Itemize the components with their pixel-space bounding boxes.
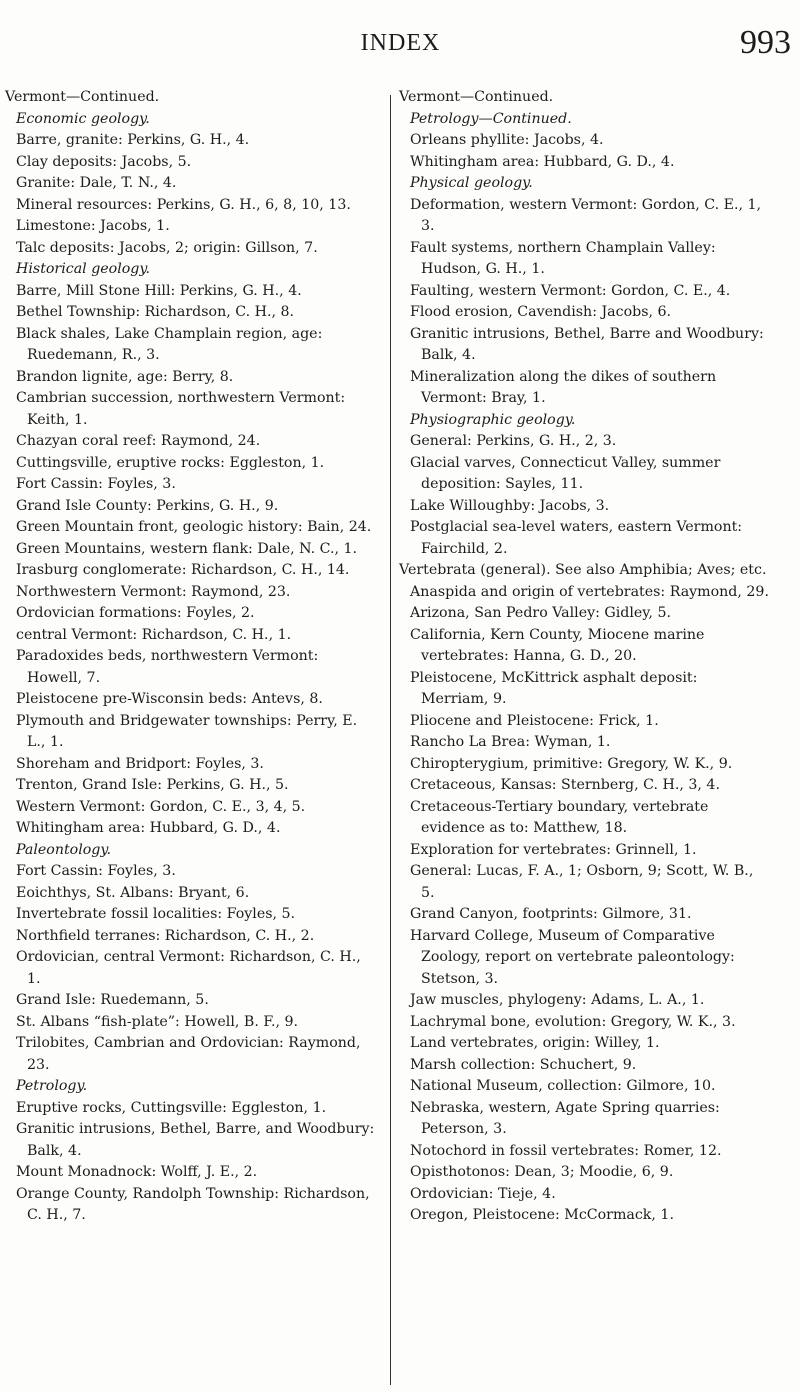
index-entry: Jaw muscles, phylogeny: Adams, L. A., 1.: [410, 992, 705, 1008]
index-entry: Anaspida and origin of vertebrates: Raymond, 29.: [410, 583, 769, 600]
index-entry: Mineralization along the dikes of southern Vermont: Bray, 1.: [410, 368, 717, 406]
index-entry: Granitic intrusions, Bethel, Barre, and Woodbury: Balk, 4.: [16, 1121, 375, 1159]
index-entry: Cuttingsville, eruptive rocks: Eggleston, 1.: [16, 454, 325, 471]
index-entry: Notochord in fossil vertebrates: Romer, 12.: [410, 1142, 722, 1159]
index-subheading: Paleontology.: [16, 841, 112, 858]
index-entry: Opisthotonos: Dean, 3; Moodie, 6, 9.: [410, 1164, 674, 1180]
index-entry: Grand Canyon, footprints: Gilmore, 31.: [410, 906, 692, 922]
index-entry: Whitingham area: Hubbard, G. D., 4.: [410, 153, 675, 170]
index-entry: Land vertebrates, origin: Willey, 1.: [410, 1035, 660, 1051]
index-entry: California, Kern County, Miocene marine vertebrates: Hanna, G. D., 20.: [410, 626, 705, 664]
index-entry: Ordovician, central Vermont: Richardson, C. H., 1.: [16, 949, 361, 987]
index-entry: Grand Isle: Ruedemann, 5.: [16, 992, 209, 1008]
index-entry: Chazyan coral reef: Raymond, 24.: [16, 433, 261, 449]
index-entry: Green Mountain front, geologic history: Bain, 24.: [16, 519, 372, 535]
index-heading: Vermont—Continued.: [5, 89, 160, 105]
index-entry: Trenton, Grand Isle: Perkins, G. H., 5.: [16, 777, 289, 793]
index-entry: General: Lucas, F. A., 1; Osborn, 9; Scott, W. B., 5.: [410, 863, 754, 901]
index-entry: Bethel Township: Richardson, C. H., 8.: [16, 304, 295, 320]
index-entry: Barre, Mill Stone Hill: Perkins, G. H., 4.: [16, 282, 302, 299]
index-entry: Postglacial sea-level waters, eastern Vermont: Fairchild, 2.: [410, 519, 743, 557]
index-entry: Arizona, San Pedro Valley: Gidley, 5.: [410, 605, 671, 621]
index-entry: Pliocene and Pleistocene: Frick, 1.: [410, 712, 659, 729]
index-entry: Green Mountains, western flank: Dale, N. C., 1.: [16, 540, 358, 557]
index-entry: Faulting, western Vermont: Gordon, C. E., 4.: [410, 282, 731, 299]
index-entry: Pleistocene pre-Wisconsin beds: Antevs, 8.: [16, 691, 323, 707]
index-entry: Shoreham and Bridport: Foyles, 3.: [16, 755, 264, 772]
index-entry: Pleistocene, McKittrick asphalt deposit: Merriam, 9.: [410, 669, 698, 707]
index-entry: Fort Cassin: Foyles, 3.: [16, 863, 176, 879]
index-entry: Paradoxides beds, northwestern Vermont: Howell, 7.: [16, 648, 319, 686]
index-entry: Lachrymal bone, evolution: Gregory, W. K., 3.: [410, 1013, 736, 1030]
index-entry: Harvard College, Museum of Comparative Zoology, report on vertebrate paleontology: Stetson, 3.: [410, 927, 735, 987]
running-head: INDEX: [360, 30, 441, 56]
index-entry: Exploration for vertebrates: Grinnell, 1.: [410, 841, 697, 858]
index-entry: Glacial varves, Connecticut Valley, summer deposition: Sayles, 11.: [410, 454, 721, 492]
index-entry: Western Vermont: Gordon, C. E., 3, 4, 5.: [16, 798, 306, 815]
index-entry: Granitic intrusions, Bethel, Barre and Woodbury: Balk, 4.: [410, 325, 764, 363]
index-entry: Fault systems, northern Champlain Valley: Hudson, G. H., 1.: [410, 239, 716, 277]
index-entry: Barre, granite: Perkins, G. H., 4.: [16, 132, 250, 148]
index-entry: St. Albans “fish-plate”: Howell, B. F., 9.: [16, 1013, 299, 1030]
left-index-column: [5, 87, 375, 1227]
index-subheading: Historical geology.: [16, 261, 151, 277]
index-entry: Trilobites, Cambrian and Ordovician: Raymond, 23.: [16, 1035, 361, 1073]
index-entry: Whitingham area: Hubbard, G. D., 4.: [16, 820, 281, 836]
index-entry: Eoichthys, St. Albans: Bryant, 6.: [16, 884, 250, 901]
index-entry: Cretaceous, Kansas: Sternberg, C. H., 3, 4.: [410, 777, 720, 793]
index-entry: Nebraska, western, Agate Spring quarries: Peterson, 3.: [410, 1099, 720, 1137]
index-entry: Rancho La Brea: Wyman, 1.: [410, 734, 611, 750]
index-entry: Orange County, Randolph Township: Richardson, C. H., 7.: [16, 1185, 370, 1223]
index-entry: Invertebrate fossil localities: Foyles, 5.: [16, 906, 296, 922]
index-entry: Brandon lignite, age: Berry, 8.: [16, 368, 234, 385]
index-entry: Orleans phyllite: Jacobs, 4.: [410, 132, 604, 148]
index-entry: Talc deposits: Jacobs, 2; origin: Gillson, 7.: [16, 239, 318, 256]
index-entry: General: Perkins, G. H., 2, 3.: [410, 433, 617, 449]
index-entry: Clay deposits: Jacobs, 5.: [16, 153, 192, 170]
index-entry: Cretaceous-Tertiary boundary, vertebrate evidence as to: Matthew, 18.: [410, 798, 709, 836]
index-entry: Marsh collection: Schuchert, 9.: [410, 1056, 637, 1073]
index-entry: Irasburg conglomerate: Richardson, C. H., 14.: [16, 562, 350, 578]
index-entry: central Vermont: Richardson, C. H., 1.: [16, 626, 292, 643]
page-header: [0, 24, 801, 68]
index-entry: Grand Isle County: Perkins, G. H., 9.: [16, 497, 279, 514]
index-heading: Vertebrata (general). See also Amphibia; Aves; etc.: [399, 562, 767, 578]
index-entry: Eruptive rocks, Cuttingsville: Eggleston, 1.: [16, 1099, 327, 1116]
index-entry: Chiropterygium, primitive: Gregory, W. K., 9.: [410, 755, 733, 772]
index-subheading: Petrology—Continued.: [410, 110, 572, 127]
index-entry: Granite: Dale, T. N., 4.: [16, 175, 177, 191]
index-entry: National Museum, collection: Gilmore, 10.: [410, 1078, 716, 1094]
index-subheading: Economic geology.: [16, 110, 150, 127]
index-entry: Deformation, western Vermont: Gordon, C. E., 1, 3.: [410, 196, 762, 234]
index-entry: Lake Willoughby: Jacobs, 3.: [410, 497, 610, 514]
index-entry: Mineral resources: Perkins, G. H., 6, 8, 10, 13.: [16, 196, 351, 213]
index-entry: Plymouth and Bridgewater townships: Perry, E. L., 1.: [16, 712, 358, 750]
page-number: 993: [740, 24, 791, 61]
index-subheading: Petrology.: [16, 1078, 88, 1094]
index-entry: Cambrian succession, northwestern Vermont: Keith, 1.: [16, 390, 346, 428]
index-entry: Ordovician formations: Foyles, 2.: [16, 605, 255, 621]
index-entry: Northwestern Vermont: Raymond, 23.: [16, 583, 291, 600]
index-entry: Mount Monadnock: Wolff, J. E., 2.: [16, 1164, 258, 1180]
index-entry: Oregon, Pleistocene: McCormack, 1.: [410, 1207, 674, 1223]
index-subheading: Physiographic geology.: [410, 411, 576, 428]
index-heading: Vermont—Continued.: [399, 89, 554, 105]
index-entry: Limestone: Jacobs, 1.: [16, 218, 170, 234]
index-subheading: Physical geology.: [410, 175, 533, 191]
index-entry: Ordovician: Tieje, 4.: [410, 1185, 556, 1202]
index-entry: Fort Cassin: Foyles, 3.: [16, 476, 176, 492]
index-entry: Black shales, Lake Champlain region, age: Ruedemann, R., 3.: [16, 325, 323, 363]
right-index-column: [399, 87, 769, 1227]
column-divider: [390, 95, 391, 1385]
index-entry: Flood erosion, Cavendish: Jacobs, 6.: [410, 304, 672, 320]
index-entry: Northfield terranes: Richardson, C. H., 2.: [16, 927, 315, 944]
